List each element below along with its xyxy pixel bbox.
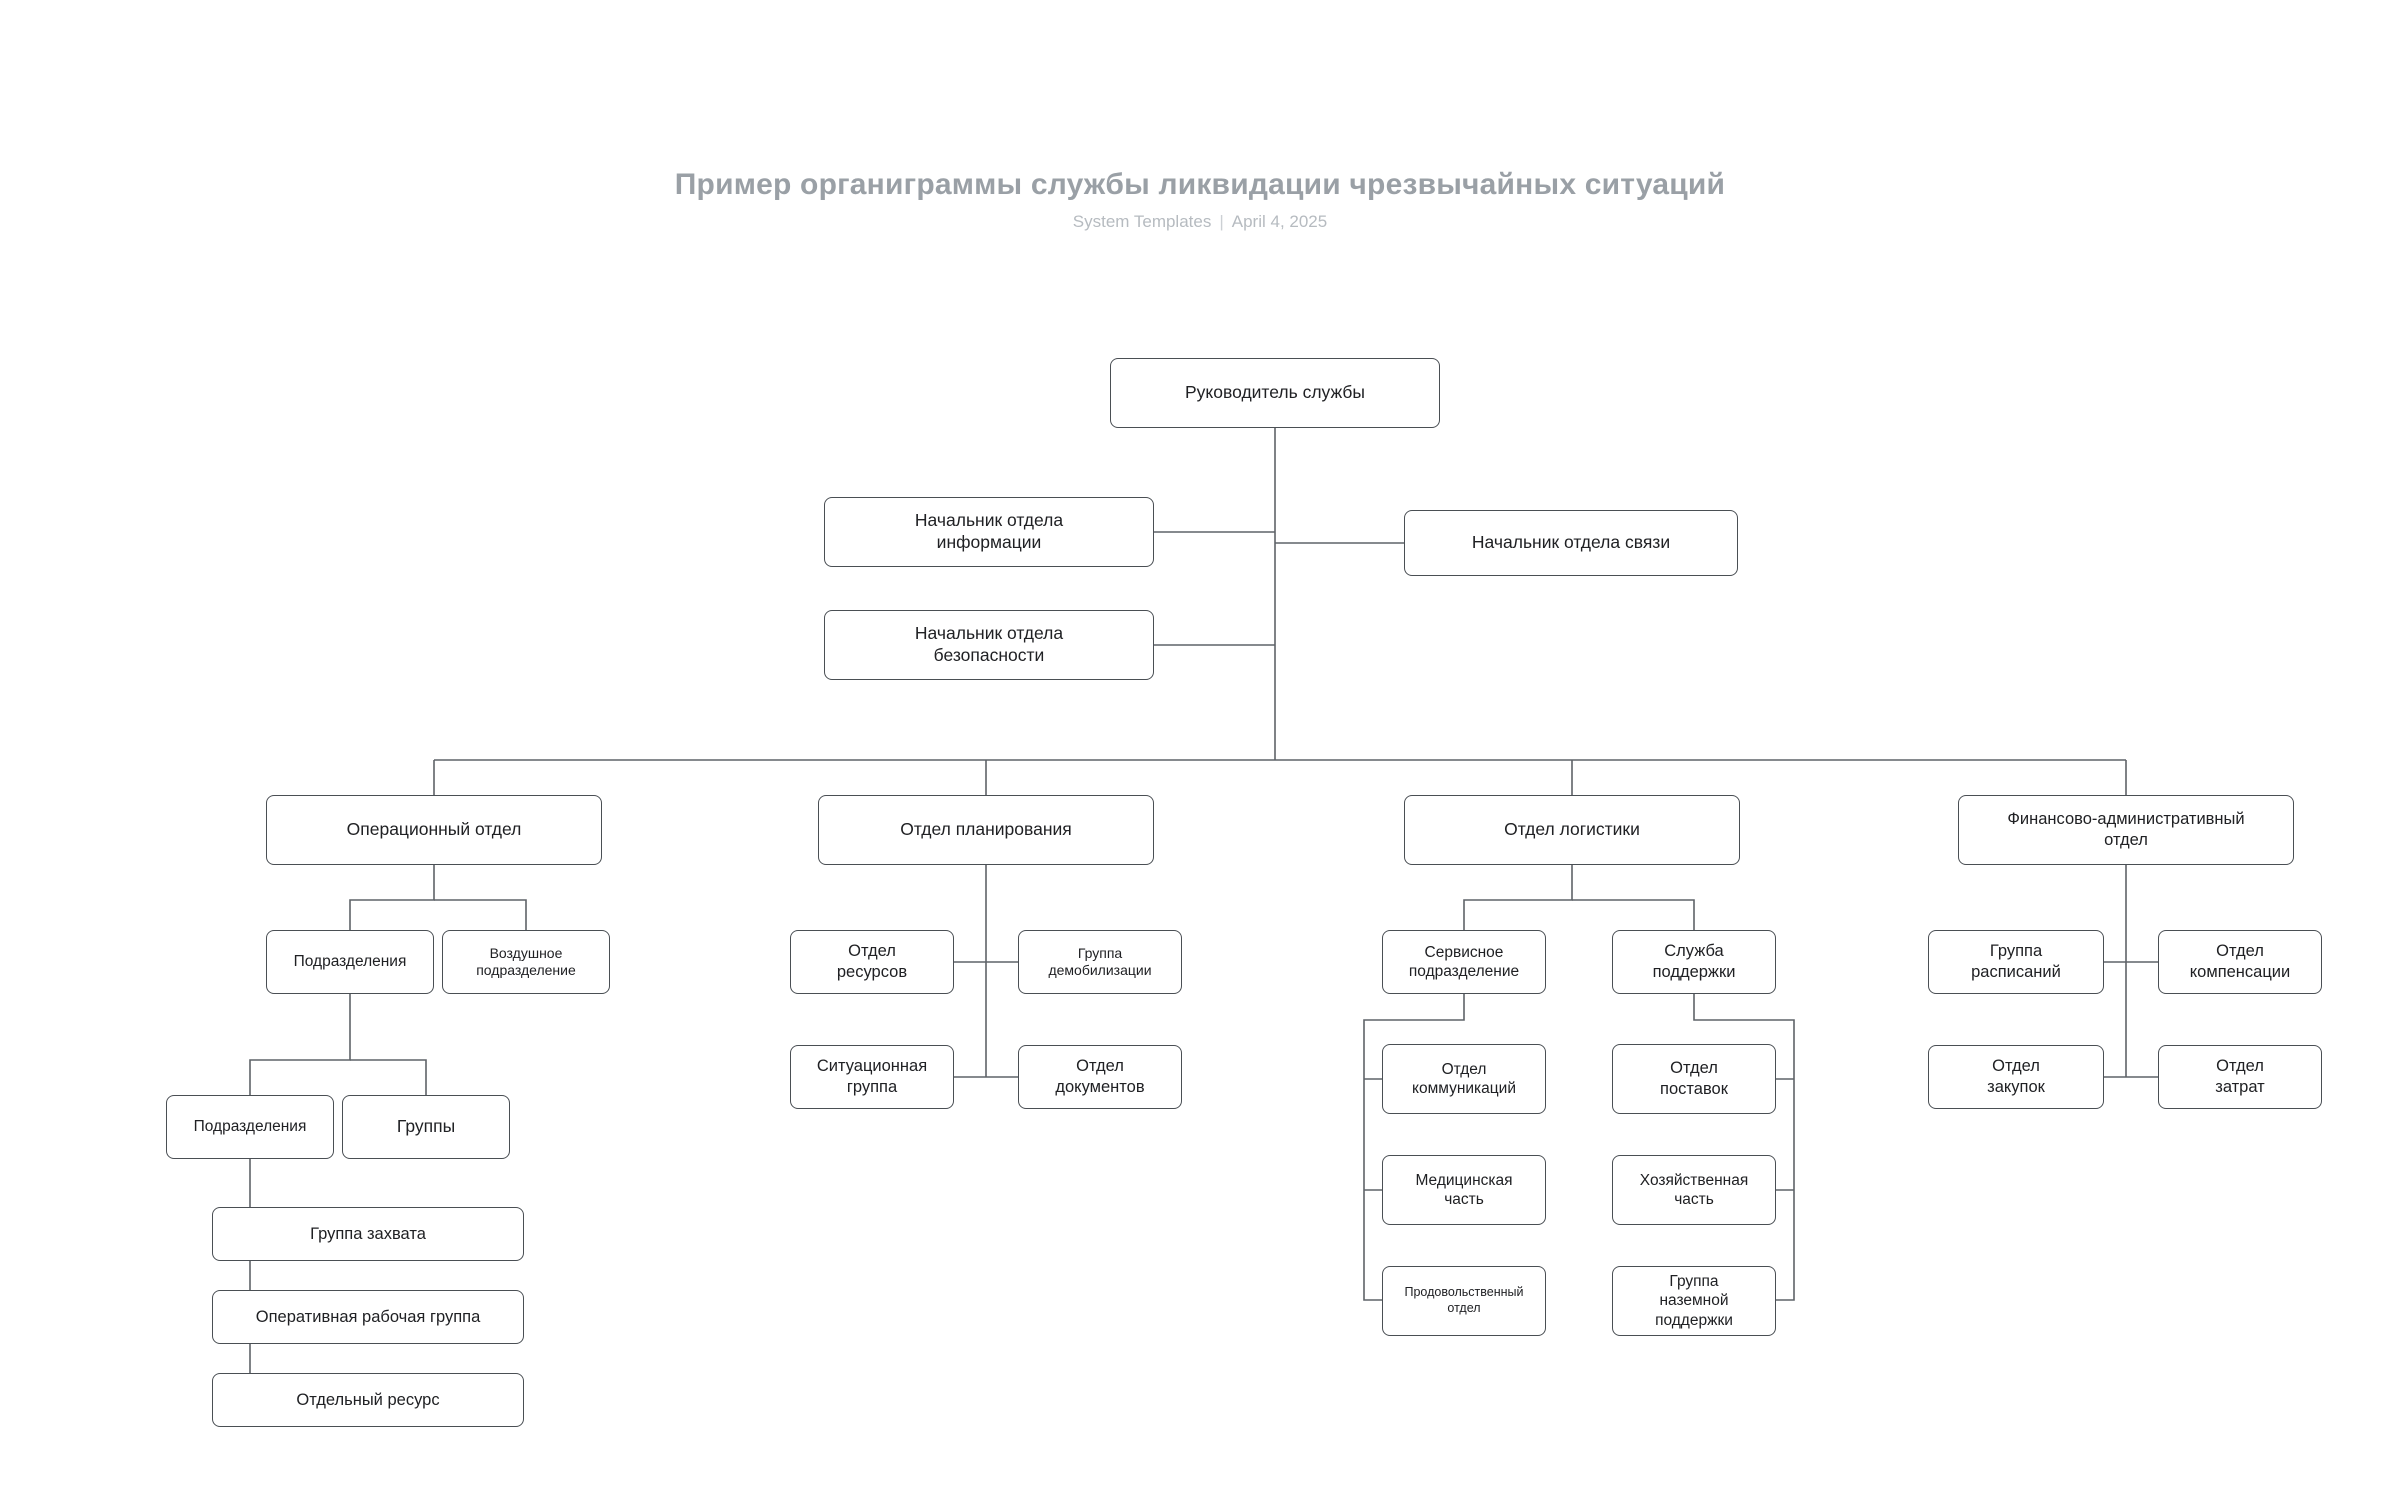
org-node[interactable] (1404, 510, 1738, 576)
org-node[interactable] (266, 795, 602, 865)
org-node[interactable] (1612, 930, 1776, 994)
link-ops-air (434, 900, 526, 930)
org-node-label: Отдел логистики (1504, 819, 1640, 840)
org-node-label: Группа захвата (310, 1224, 426, 1243)
org-node[interactable] (824, 610, 1154, 680)
org-node-label: Хозяйственная часть (1639, 1171, 1749, 1208)
org-node[interactable] (1382, 1044, 1546, 1114)
org-node[interactable] (1928, 930, 2104, 994)
link-service-spine (1364, 994, 1464, 1300)
org-node-label: Отдел планирования (900, 819, 1072, 840)
org-node[interactable] (1612, 1266, 1776, 1336)
link-support-spine (1694, 994, 1794, 1300)
org-node-label: Отдел ресурсов (836, 942, 908, 981)
org-node-label: Воздушное подразделение (476, 944, 576, 978)
org-node[interactable] (1928, 1045, 2104, 1109)
org-node-label: Группы (396, 1116, 456, 1137)
org-node[interactable] (266, 930, 434, 994)
org-node[interactable] (1958, 795, 2294, 865)
org-node-label: Отдел затрат (2215, 1057, 2265, 1096)
org-node[interactable] (1612, 1044, 1776, 1114)
org-node-label: Отдел коммуникаций (1412, 1060, 1516, 1097)
link-log-support (1572, 900, 1694, 930)
org-node-label: Начальник отдела связи (1471, 532, 1671, 553)
org-node[interactable] (1018, 1045, 1182, 1109)
org-node[interactable] (212, 1373, 524, 1427)
page-title: Пример органиграммы службы ликвидации чрезвычайных ситуаций (674, 168, 1726, 201)
org-node[interactable] (824, 497, 1154, 567)
subtitle-date: April 4, 2025 (1231, 212, 1328, 231)
org-node[interactable] (1382, 1266, 1546, 1336)
org-node-label: Подразделения (193, 1118, 307, 1136)
org-node[interactable] (442, 930, 610, 994)
subtitle-separator: | (1219, 212, 1224, 231)
org-node[interactable] (1382, 930, 1546, 994)
org-node[interactable] (1110, 358, 1440, 428)
org-node[interactable] (212, 1207, 524, 1261)
org-node[interactable] (1404, 795, 1740, 865)
link-log-service (1464, 865, 1572, 930)
org-node[interactable] (2158, 1045, 2322, 1109)
org-node-label: Отдел документов (1055, 1057, 1145, 1096)
link-ops-divisions (350, 865, 434, 930)
org-node[interactable] (166, 1095, 334, 1159)
org-node-label: Начальник отдела безопасности (914, 623, 1064, 665)
org-node[interactable] (1382, 1155, 1546, 1225)
org-node-label: Отдел компенсации (2189, 942, 2291, 981)
org-node-label: Финансово-административный отдел (2007, 810, 2245, 849)
org-node-label: Продовольственный отдел (1404, 1285, 1524, 1315)
org-node-label: Отдел поставок (1660, 1059, 1728, 1098)
org-node[interactable] (212, 1290, 524, 1344)
org-node[interactable] (790, 1045, 954, 1109)
org-node-label: Сервисное подразделение (1408, 943, 1520, 980)
org-node[interactable] (818, 795, 1154, 865)
org-node[interactable] (1612, 1155, 1776, 1225)
org-node-label: Подразделения (293, 953, 407, 971)
org-node-label: Служба поддержки (1652, 942, 1736, 981)
org-node-label: Начальник отдела информации (914, 510, 1064, 552)
org-node[interactable] (342, 1095, 510, 1159)
org-node-label: Операционный отдел (346, 819, 522, 840)
org-node-label: Отдельный ресурс (296, 1390, 440, 1409)
org-node-label: Руководитель службы (1184, 382, 1366, 403)
org-node-label: Отдел закупок (1987, 1057, 2045, 1096)
page-subtitle (0, 212, 2400, 232)
org-node-label: Медицинская часть (1415, 1171, 1513, 1208)
org-node[interactable] (1018, 930, 1182, 994)
org-node-label: Оперативная рабочая группа (255, 1307, 481, 1326)
subtitle-source: System Templates (1072, 212, 1212, 231)
link-div-groups (350, 1060, 426, 1095)
org-node-label: Группа наземной поддержки (1655, 1272, 1733, 1329)
link-div-divisions (250, 994, 350, 1095)
org-node-label: Группа демобилизации (1048, 944, 1152, 978)
org-node-label: Группа расписаний (1971, 942, 2061, 981)
org-node-label: Ситуационная группа (816, 1057, 928, 1096)
org-node[interactable] (2158, 930, 2322, 994)
org-node[interactable] (790, 930, 954, 994)
